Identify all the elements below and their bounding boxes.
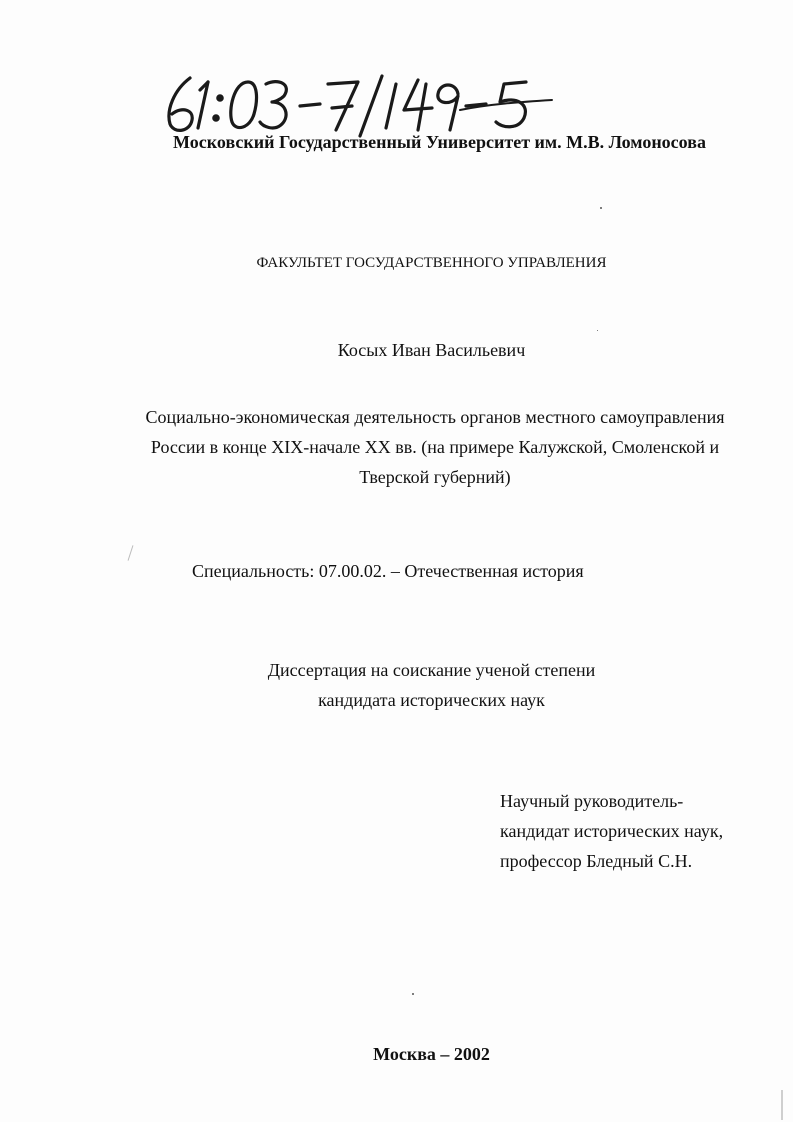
title-line-1: Социально-экономическая деятельность органов местного самоуправления [145, 407, 725, 427]
supervisor-line-1: Научный руководитель- [500, 791, 684, 811]
supervisor-block [500, 786, 723, 876]
scan-speck [597, 330, 598, 331]
author-name: Косых Иван Васильевич [337, 340, 526, 360]
title-line-2: России в конце XIX-начале XX вв. (на примере Калужской, Смоленской и [150, 437, 720, 457]
faculty-name: ФАКУЛЬТЕТ ГОСУДАРСТВЕННОГО УПРАВЛЕНИЯ [256, 255, 607, 271]
specialty: Специальность: 07.00.02. – Отечественная история [192, 561, 584, 581]
handwriting-drawing [160, 70, 560, 140]
title-line-3: Тверской губерний) [359, 467, 511, 487]
scan-stray-mark [128, 545, 134, 561]
degree-line-1: Диссертация на соискание ученой степени [267, 660, 596, 680]
scan-speck [412, 993, 414, 995]
degree-statement [0, 655, 793, 715]
degree-line-2: кандидата исторических наук [318, 690, 545, 710]
city-year: Москва – 2002 [373, 1044, 490, 1064]
supervisor-line-2: кандидат исторических наук, [500, 821, 724, 841]
handwritten-archive-code [160, 70, 560, 140]
supervisor-line-3: профессор Бледный С.Н. [500, 851, 693, 871]
scan-speck [600, 207, 602, 209]
scan-edge-artifact [781, 1090, 783, 1120]
dissertation-title [120, 402, 750, 492]
university-name: Московский Государственный Университет им. М.В. Ломоносова [173, 132, 706, 152]
